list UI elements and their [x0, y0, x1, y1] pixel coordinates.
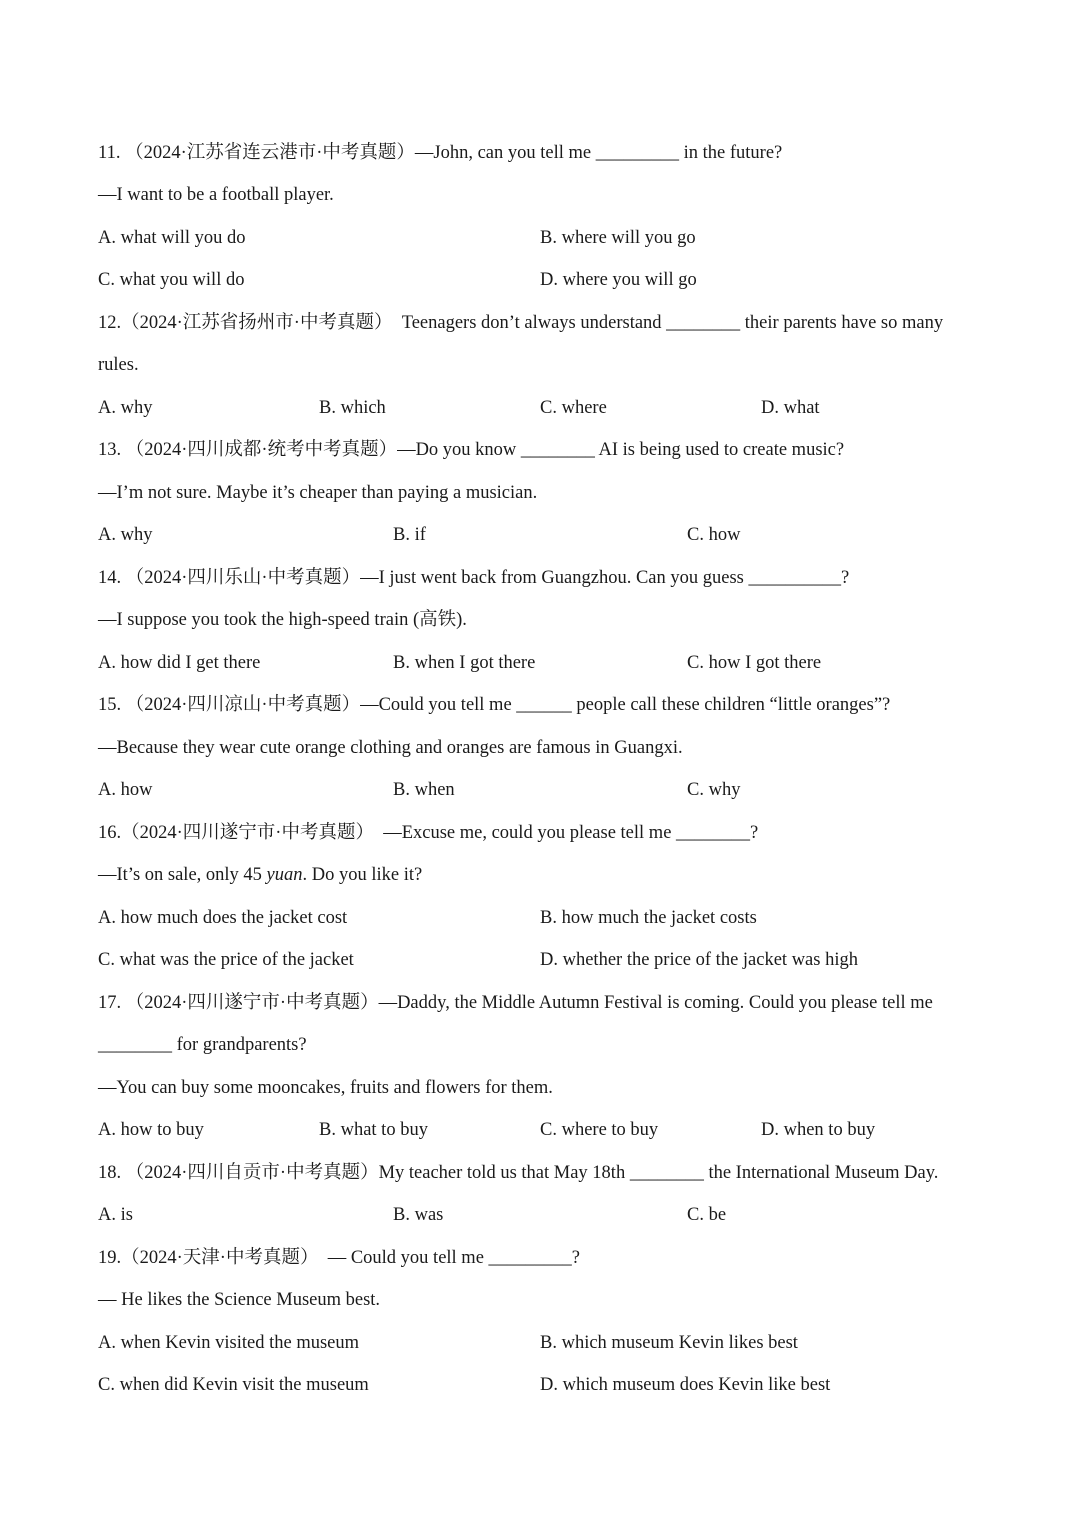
question-13-response: —I’m not sure. Maybe it’s cheaper than paying a musician. — [98, 483, 538, 503]
option-d: D. whether the price of the jacket was high — [540, 950, 858, 970]
option-d: D. which museum does Kevin like best — [540, 1375, 831, 1395]
question-13-options — [98, 522, 990, 548]
question-11-response: —I want to be a football player. — [98, 185, 334, 205]
option-b: B. what to buy — [319, 1120, 428, 1140]
question-11-options-row-2 — [98, 267, 990, 293]
question-14-stem: 14. （2024·四川乐山·中考真题）—I just went back from Guangzhou. Can you guess __________? — [98, 568, 850, 588]
option-a: A. what will you do — [98, 228, 246, 248]
option-d: D. where you will go — [540, 270, 697, 290]
question-18-options — [98, 1202, 990, 1228]
question-15-stem: 15. （2024·四川凉山·中考真题）—Could you tell me ______ people call these children “little oranges”? — [98, 695, 891, 715]
option-b: B. when — [393, 780, 455, 800]
question-13-stem: 13. （2024·四川成都·统考中考真题）—Do you know ________ AI is being used to create music? — [98, 440, 845, 460]
question-12-stem: 12.（2024·江苏省扬州市·中考真题） Teenagers don’t always understand ________ their parents have so many — [98, 313, 944, 333]
response-text-end: . Do you like it? — [302, 865, 423, 885]
option-a: A. how — [98, 780, 153, 800]
option-b: B. how much the jacket costs — [540, 908, 757, 928]
option-a: A. how did I get there — [98, 653, 261, 673]
question-16-stem: 16.（2024·四川遂宁市·中考真题） —Excuse me, could you please tell me ________? — [98, 823, 759, 843]
option-b: B. which — [319, 398, 386, 418]
option-b: B. when I got there — [393, 653, 536, 673]
option-c: C. be — [687, 1205, 727, 1225]
option-a: A. why — [98, 525, 153, 545]
question-18-stem: 18. （2024·四川自贡市·中考真题）My teacher told us that May 18th ________ the International Museum Day. — [98, 1163, 939, 1183]
option-a: A. why — [98, 398, 153, 418]
question-15-response: —Because they wear cute orange clothing and oranges are famous in Guangxi. — [98, 738, 683, 758]
question-19-options-row-2 — [98, 1372, 990, 1398]
question-17-response: —You can buy some mooncakes, fruits and flowers for them. — [98, 1078, 553, 1098]
currency-word: yuan — [266, 865, 303, 885]
question-17-options — [98, 1117, 990, 1143]
question-19-response: — He likes the Science Museum best. — [98, 1290, 381, 1310]
question-11-stem: 11. （2024·江苏省连云港市·中考真题）—John, can you tell me _________ in the future? — [98, 143, 783, 163]
option-c: C. what you will do — [98, 270, 245, 290]
question-19-options-row-1 — [98, 1330, 990, 1356]
question-16-options-row-1 — [98, 905, 990, 931]
option-c: C. how I got there — [687, 653, 822, 673]
question-12-options — [98, 395, 990, 421]
option-c: C. how — [687, 525, 741, 545]
option-c: C. where to buy — [540, 1120, 659, 1140]
question-17-stem-continued: ________ for grandparents? — [98, 1035, 307, 1055]
option-d: D. what — [761, 398, 820, 418]
option-b: B. was — [393, 1205, 444, 1225]
option-b: B. if — [393, 525, 426, 545]
response-text: —It’s on sale, only 45 — [98, 865, 267, 885]
option-a: A. is — [98, 1205, 133, 1225]
option-b: B. which museum Kevin likes best — [540, 1333, 798, 1353]
option-c: C. when did Kevin visit the museum — [98, 1375, 369, 1395]
option-c: C. why — [687, 780, 741, 800]
question-14-response: —I suppose you took the high-speed train (高铁). — [98, 610, 467, 630]
question-16-response — [98, 862, 990, 888]
question-15-options — [98, 777, 990, 803]
option-c: C. where — [540, 398, 607, 418]
option-d: D. when to buy — [761, 1120, 876, 1140]
question-17-stem: 17. （2024·四川遂宁市·中考真题）—Daddy, the Middle Autumn Festival is coming. Could you please tell me — [98, 993, 933, 1013]
question-19-stem: 19.（2024·天津·中考真题） — Could you tell me _________? — [98, 1248, 580, 1268]
option-b: B. where will you go — [540, 228, 696, 248]
option-a: A. when Kevin visited the museum — [98, 1333, 360, 1353]
option-c: C. what was the price of the jacket — [98, 950, 354, 970]
question-12-stem-continued: rules. — [98, 355, 139, 375]
question-11-options-row-1 — [98, 225, 990, 251]
question-14-options — [98, 650, 990, 676]
option-a: A. how much does the jacket cost — [98, 908, 348, 928]
question-16-options-row-2 — [98, 947, 990, 973]
option-a: A. how to buy — [98, 1120, 204, 1140]
